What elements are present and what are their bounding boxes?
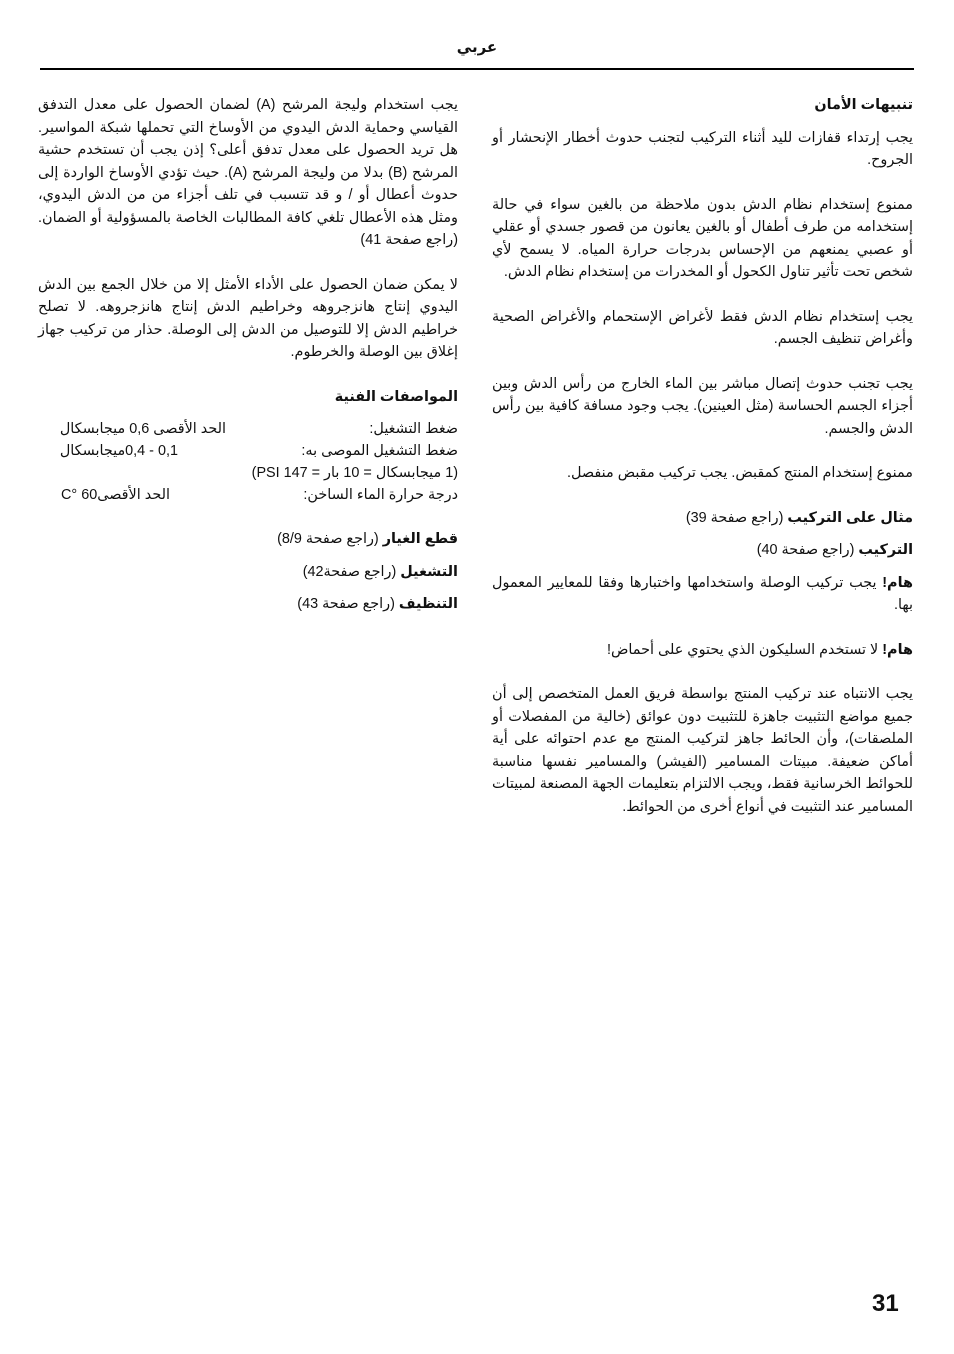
installation-example-ref: (راجع صفحة 39): [685, 509, 788, 526]
page-number: 31: [872, 1290, 899, 1317]
operation-line: [38, 561, 458, 584]
cleaning-ref: (راجع صفحة 43): [297, 596, 399, 612]
tech-specs-heading: المواصفات الفنية: [334, 388, 458, 405]
important-silicone-text: لا تستخدم السليكون الذي يحتوي على أحماض!: [606, 641, 883, 658]
cleaning-label: التنظيف: [398, 596, 458, 612]
safety-paragraph-gloves: يجب إرتداء قفازات لليد أثناء التركيب لتجنب حدوث أخطار الإنحشار أو الجروح.: [492, 129, 913, 168]
spec-note: (1 ميجابسكال = 10 بار = 147 PSI): [251, 465, 458, 481]
installation-label: التركيب: [858, 542, 913, 558]
operation-label: التشغيل: [400, 563, 458, 580]
spec-label: درجة حرارة الماء الساخن:: [303, 487, 458, 503]
left-column: [38, 94, 458, 616]
installation-example-label: مثال على التركيب: [787, 509, 913, 526]
important-standards-text: يجب تركيب الوصلة واستخدامها واختبارها وفقا للمعايير المعمول بها.: [492, 574, 913, 613]
installation-line: [492, 539, 913, 562]
installation-wall-paragraph: يجب الانتباه عند تركيب المنتج بواسطة فريق العمل المتخصص إلى أن جميع مواضع التثبيت جاهزة للتثبيت دون عوائق (خالية من المفصلات أو الملصقات)، وأن الحائط جاهز لتركيب المنتج مع عدم احتوائه على أية أماكن ضعيفة. مبيتات المسامير (الفيشر) والمسامير نفسها مناسبة للحوائط الخرسانية فقط، ويجب الالتزام بتعليمات الجهة المصنعة لمبيتات المسامير عند التثبيت في أنواع أخرى من الحوائط.: [492, 686, 913, 815]
spec-label: ضغط التشغيل:: [369, 421, 458, 437]
installation-ref: (راجع صفحة 40): [756, 542, 859, 558]
spec-value: الحد الأقصى 0,6 ميجابسكال: [59, 421, 226, 437]
spare-parts-ref: (راجع صفحة 8/9): [277, 531, 383, 547]
cleaning-line: [38, 593, 458, 616]
important-standards-note: [492, 572, 913, 617]
spare-parts-label: قطع الغيار: [382, 531, 458, 547]
installation-example-line: [492, 507, 913, 530]
spec-row-conversion-note: [38, 462, 458, 484]
page-header-language: عربي: [456, 39, 498, 56]
safety-paragraph-contact: يجب تجنب حدوث إتصال مباشر بين الماء الخارج من رأس الدش وبين أجزاء الجسم الحساسة (مثل العينين). يجب وجود مسافة كافية بين رأس الدش والجسم.: [492, 375, 913, 437]
safety-paragraph-usage: يجب إستخدام نظام الدش فقط لأغراض الإستحمام والأغراض الصحية وأغراض تنظيف الجسم.: [492, 308, 913, 347]
operation-ref: (راجع صفحة42): [302, 563, 401, 580]
spec-row-operating-pressure: [38, 418, 458, 440]
safety-paragraph-handle: ممنوع إستخدام المنتج كمقبض. يجب تركيب مقبض منفصل.: [567, 465, 913, 481]
important-silicone-note: [492, 639, 913, 662]
safety-heading: تنبيهات الأمان: [814, 97, 913, 113]
filter-paragraph: يجب استخدام وليجة المرشح (A) لضمان الحصول على معدل التدفق القياسي وحماية الدش اليدوي من الأوساخ التي تحملها شبكة المواسير. هل تريد الحصول على معدل تدفق أعلى؟ إذن يجب أن تستخدم حشية المرشح (B) بدلا من وليجة المرشح (A). حيث تؤدي الأوساخ الواردة إلى حدوث أعطال أو / و قد تتسبب في تلف أجزاء من من الدش اليدوي، ومثل هذه الأعطال تلغي كافة المطالبات الخاصة بالمسؤولية أو الضمان. (راجع صفحة 41): [38, 97, 458, 248]
spec-row-recommended-pressure: [38, 440, 458, 462]
header-rule: [40, 68, 914, 70]
safety-paragraph-supervision: ممنوع إستخدام نظام الدش بدون ملاحظة من بالغين سواء في حالة إستخدامه من طرف أطفال أو بالغين يعانون من قصور جسدي أو عقلي أو عصبي يمنعهم من الإحساس بدرجات حرارة المياه. لا يسمح لأي شخص تحت تأثير تناول الكحول أو المخدرات من إستخدام نظام الدش.: [492, 196, 913, 280]
spec-value: 0,1 - 0,4ميجابسكال: [59, 443, 178, 459]
spare-parts-line: [38, 528, 458, 551]
hose-paragraph: لا يمكن ضمان الحصول على الأداء الأمثل إلا من خلال الجمع بين الدش اليدوي إنتاج هانزجروهه وخراطيم الدش إنتاج هانزجروهه. لا تصلح خراطيم الدش إلا للتوصيل من الدش إلى الوصلة. حذار من تركيب جهاز إغلاق بين الوصلة والخرطوم.: [38, 276, 458, 360]
spec-value: الحد الأقصى60 °C: [61, 487, 170, 503]
important-label: هام!: [882, 641, 913, 658]
spec-label: ضغط التشغيل الموصى به:: [301, 443, 458, 459]
important-label: هام!: [882, 574, 913, 591]
spec-row-hot-water: [38, 484, 458, 506]
right-column: [492, 94, 913, 818]
